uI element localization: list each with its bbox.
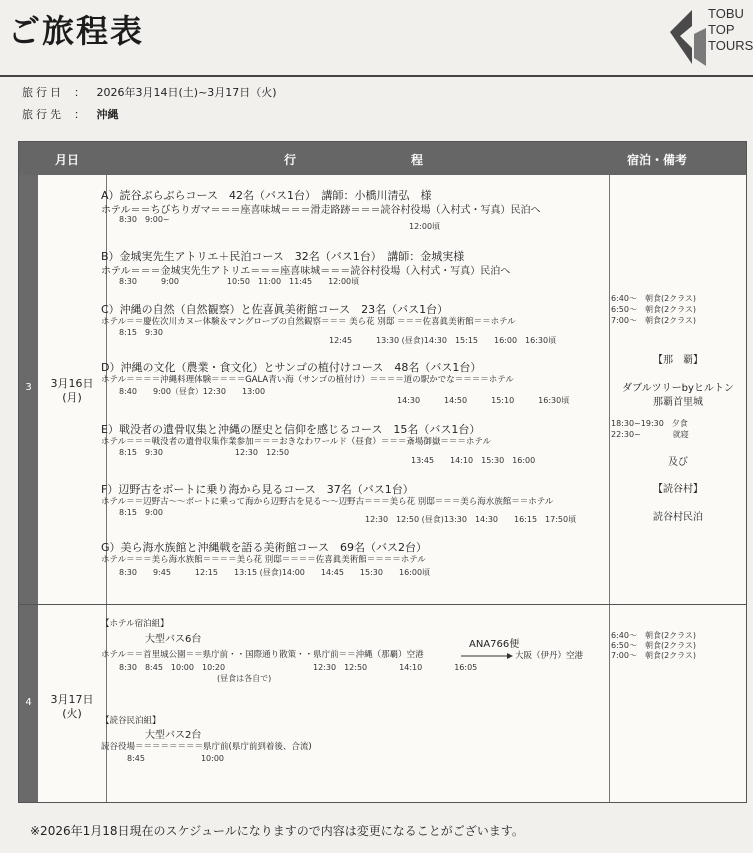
course-c-times: 8:15 9:30 (119, 328, 163, 337)
day3-number-cell (19, 175, 38, 604)
day3-meal-1: 6:40～ 朝食(2クラス) (611, 294, 697, 303)
day4-meal-1: 6:40～ 朝食(2クラス) (611, 631, 697, 640)
page-title: ご旅程表 (8, 12, 145, 50)
header-itinerary-1: 行 (284, 153, 297, 167)
day4-date: 3月17日 (50, 693, 94, 706)
course-d-title: D）沖縄の文化（農業・食文化）とサンゴの植付けコース 48名（バス1台） (101, 361, 482, 374)
course-a-times: 8:30 9:00~ (119, 215, 170, 224)
group-yomitan-times: 8:45 10:00 (127, 754, 225, 763)
day4-number-cell (19, 605, 38, 802)
course-f-title: F）辺野古をボートに乗り海から見るコース 37名（バス1台） (101, 483, 414, 496)
course-c-route: ホテル＝＝慶佐次川カヌー体験＆マングローブの自然観察＝＝＝ 美ら花 別邸 ＝＝＝佐喜眞美術館＝＝ホテル (101, 317, 516, 327)
day4-number: 4 (25, 697, 32, 708)
course-c-times-2: 12:45 13:30 (昼食)14:30 15:15 16:00 16:30頃 (329, 336, 557, 345)
group-hotel-bus: 大型バス6台 (145, 634, 202, 645)
day4-weekday: (火) (62, 707, 82, 720)
course-a-times-end: 12:00頃 (409, 222, 441, 231)
header-rule (0, 75, 753, 77)
flight-arrow-icon (461, 652, 513, 660)
group-yomitan-label: 【読谷民泊組】 (101, 716, 161, 726)
stay-yomitan-area: 【読谷村】 (653, 484, 703, 495)
stay-naha-hotel-2: 那覇首里城 (653, 397, 703, 408)
course-a-route: ホテル＝＝ちびちりガマ＝＝＝座喜味城＝＝＝滑走路跡＝＝＝読谷村役場（入村式・写真）民泊へ (101, 205, 541, 216)
course-f-times: 8:15 9:00 (119, 508, 163, 517)
course-d-times: 8:40 9:00（昼食）12:30 13:00 (119, 387, 266, 396)
course-b-times: 8:30 9:00 10:50 11:00 11:45 12:00頃 (119, 277, 360, 286)
course-f-route: ホテル＝＝辺野古～～ボートに乗って海から辺野古を見る～～辺野古＝＝＝美ら花 別邸＝＝＝美ら海水族館＝＝ホテル (101, 497, 554, 507)
day4-date-cell (38, 605, 107, 802)
travel-date-label: 旅行日 (22, 86, 64, 99)
group-hotel-destination: 大阪（伊丹）空港 (515, 651, 584, 661)
course-b-route: ホテル＝＝＝金城実先生アトリエ＝＝＝座喜味城＝＝＝読谷村役場（入村式・写真）民泊へ (101, 266, 511, 277)
day3-bedtime: 22:30~ 就寝 (611, 430, 689, 439)
course-e-route: ホテル＝＝＝戦没者の遺骨収集作業参加＝＝＝おきなわワールド（昼食）＝＝＝斎場御嶽＝＝＝ホテル (101, 437, 491, 447)
header-itinerary-2: 程 (411, 153, 424, 167)
day4-meal-2: 6:50～ 朝食(2クラス) (611, 641, 697, 650)
day3-date: 3月16日 (50, 377, 94, 390)
group-hotel-times: 8:30 8:45 10:00 10:20 12:30 12:50 14:10 16:05 (119, 663, 478, 672)
day3-date-cell (38, 175, 107, 604)
row-divider (19, 604, 746, 605)
destination-row: 旅行先 ： 沖縄 (22, 108, 119, 121)
day3-weekday: (月) (62, 391, 82, 404)
course-c-title: C）沖縄の自然（自然観察）と佐喜眞美術館コース 23名（バス1台） (101, 303, 449, 316)
course-e-title: E）戦没者の遺骨収集と沖縄の歴史と信仰を感じるコース 15名（バス1台） (101, 423, 481, 436)
logo-line-2: TOP (708, 22, 735, 37)
logo-line-1: TOBU (708, 6, 744, 21)
course-a-title: A）読谷ぶらぶらコース 42名（バス1台） 講師：小橋川清弘 様 (101, 189, 432, 202)
travel-date-value: 2026年3月14日(土)~3月17日（火) (96, 86, 277, 99)
schedule-disclaimer: ※2026年1月18日現在のスケジュールになりますので内容は変更になることがございます。 (30, 824, 524, 838)
group-hotel-route: ホテル＝＝首里城公園＝＝県庁前・・国際通り散策・・県庁前＝＝沖縄（那覇）空港 (101, 650, 424, 660)
stay-naha-hotel-1: ダブルツリーbyヒルトン (622, 383, 734, 394)
group-hotel-label: 【ホテル宿泊組】 (101, 619, 169, 629)
group-hotel-lunch-note: (昼食は各自で) (217, 674, 272, 683)
stay-and: 及び (668, 457, 688, 468)
logo-line-3: TOURS (708, 38, 753, 53)
header-date: 月日 (55, 153, 80, 167)
course-b-title: B）金城実先生アトリエ＋民泊コース 32名（バス1台） 講師：金城実様 (101, 250, 465, 263)
stay-yomitan-name: 読谷村民泊 (653, 512, 703, 523)
table-header (19, 142, 746, 175)
course-g-title: G）美ら海水族館と沖縄戦を語る美術館コース 69名（バス2台） (101, 541, 427, 554)
course-d-route: ホテル＝＝＝＝沖縄料理体験＝＝＝＝GALA青い海（サンゴの植付け）＝＝＝＝道の駅かでな＝＝＝＝ホテル (101, 375, 514, 385)
day3-meal-3: 7:00～ 朝食(2クラス) (611, 316, 697, 325)
course-e-times: 8:15 9:30 12:30 12:50 (119, 448, 290, 457)
day3-meal-2: 6:50～ 朝食(2クラス) (611, 305, 697, 314)
destination-value: 沖縄 (96, 108, 119, 121)
course-g-times: 8:30 9:45 12:15 13:15 (昼食)14:00 14:45 15:30 16:00頃 (119, 568, 431, 577)
group-yomitan-route: 読谷役場＝＝＝＝＝＝＝＝県庁前(県庁前到着後、合流) (101, 742, 312, 752)
course-f-times-2: 12:30 12:50 (昼食)13:30 14:30 16:15 17:50頃 (365, 515, 577, 524)
course-g-route: ホテル＝＝＝美ら海水族館＝＝＝＝美ら花 別邸＝＝＝＝佐喜眞美術館＝＝＝＝ホテル (101, 555, 426, 565)
group-yomitan-bus: 大型バス2台 (145, 730, 202, 741)
group-hotel-flight: ANA766便 (469, 639, 520, 650)
course-e-times-2: 13:45 14:10 15:30 16:00 (411, 456, 536, 465)
day3-number: 3 (25, 382, 32, 393)
itinerary-table (18, 141, 747, 803)
travel-date-row: 旅行日 ： 2026年3月14日(土)~3月17日（火) (22, 86, 277, 99)
course-d-times-2: 14:30 14:50 15:10 16:30頃 (397, 396, 570, 405)
stay-naha-area: 【那 覇】 (653, 355, 703, 366)
day3-dinner: 18:30~19:30 夕食 (611, 419, 688, 428)
destination-label: 旅行先 (22, 108, 64, 121)
logo-text (708, 6, 753, 54)
day4-meal-3: 7:00～ 朝食(2クラス) (611, 651, 697, 660)
header-stay: 宿泊・備考 (627, 153, 688, 167)
